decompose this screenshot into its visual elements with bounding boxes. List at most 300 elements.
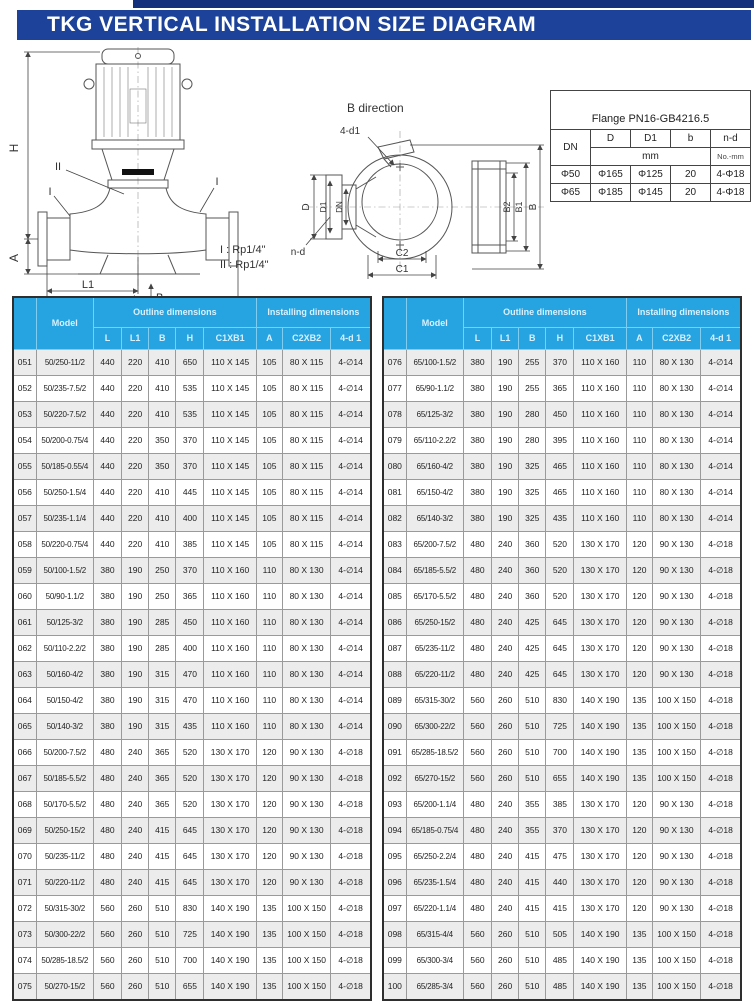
table-cell: 120 bbox=[626, 817, 652, 843]
table-cell: 65/170-5.5/2 bbox=[406, 583, 463, 609]
table-cell: 110 X 145 bbox=[204, 349, 256, 375]
table-cell: 50/110-2.2/2 bbox=[36, 635, 93, 661]
table-cell: 560 bbox=[93, 895, 121, 921]
table-cell: 255 bbox=[519, 349, 546, 375]
table-cell: 90 X 130 bbox=[652, 531, 700, 557]
table-cell: 240 bbox=[492, 869, 519, 895]
table-cell: 105 bbox=[256, 401, 282, 427]
header-a: A bbox=[256, 327, 282, 349]
table-cell: 285 bbox=[149, 609, 176, 635]
header-model: Model bbox=[406, 297, 463, 349]
table-cell: 415 bbox=[519, 843, 546, 869]
table-cell: 110 X 145 bbox=[204, 479, 256, 505]
table-cell: 061 bbox=[13, 609, 36, 635]
table-cell: 105 bbox=[256, 453, 282, 479]
table-cell: 485 bbox=[546, 947, 574, 973]
table-cell: 190 bbox=[122, 609, 149, 635]
table-cell: 260 bbox=[492, 713, 519, 739]
table-cell: Φ125 bbox=[631, 166, 671, 184]
table-cell: 110 X 160 bbox=[574, 505, 626, 531]
port-label-i-right: I bbox=[215, 176, 219, 188]
table-row bbox=[383, 531, 741, 557]
flange-col-d1: D1 bbox=[631, 130, 671, 148]
table-cell: 80 X 130 bbox=[652, 427, 700, 453]
table-row bbox=[13, 947, 371, 973]
table-cell: 90 X 130 bbox=[282, 817, 330, 843]
table-cell: 135 bbox=[256, 895, 282, 921]
table-cell: 370 bbox=[546, 349, 574, 375]
table-cell: 4-∅18 bbox=[701, 635, 741, 661]
table-cell: 65/150-4/2 bbox=[406, 479, 463, 505]
table-cell: 480 bbox=[463, 895, 491, 921]
table-cell: 4-∅18 bbox=[701, 531, 741, 557]
header-model: Model bbox=[36, 297, 93, 349]
table-cell: 415 bbox=[149, 869, 176, 895]
table-cell: 560 bbox=[463, 687, 491, 713]
header-4d1: 4-d 1 bbox=[331, 327, 371, 349]
table-cell: 135 bbox=[626, 765, 652, 791]
table-cell: 083 bbox=[383, 531, 406, 557]
b-view-title: B direction bbox=[347, 101, 404, 115]
table-cell: 360 bbox=[519, 557, 546, 583]
table-cell: 130 X 170 bbox=[574, 791, 626, 817]
table-cell: 440 bbox=[93, 479, 121, 505]
table-row bbox=[383, 739, 741, 765]
table-cell: 4-∅14 bbox=[331, 505, 371, 531]
table-cell: 240 bbox=[492, 557, 519, 583]
flange-col-nd: n-d bbox=[711, 130, 751, 148]
table-cell: Φ165 bbox=[591, 166, 631, 184]
table-row bbox=[383, 609, 741, 635]
table-cell: 130 X 170 bbox=[204, 869, 256, 895]
table-row bbox=[383, 765, 741, 791]
table-cell: 098 bbox=[383, 921, 406, 947]
table-cell: 190 bbox=[492, 349, 519, 375]
table-cell: 480 bbox=[463, 869, 491, 895]
table-cell: 240 bbox=[492, 609, 519, 635]
table-cell: 054 bbox=[13, 427, 36, 453]
table-cell: 100 X 150 bbox=[652, 713, 700, 739]
table-cell: 325 bbox=[519, 505, 546, 531]
table-cell: 440 bbox=[93, 349, 121, 375]
table-cell: 110 bbox=[626, 505, 652, 531]
table-cell: 087 bbox=[383, 635, 406, 661]
table-cell: 110 X 145 bbox=[204, 531, 256, 557]
table-cell: 440 bbox=[93, 531, 121, 557]
table-cell: 425 bbox=[519, 609, 546, 635]
table-cell: 325 bbox=[519, 479, 546, 505]
table-cell: 140 X 190 bbox=[574, 687, 626, 713]
header-a: A bbox=[626, 327, 652, 349]
table-cell: 510 bbox=[519, 921, 546, 947]
table-cell: 380 bbox=[93, 635, 121, 661]
table-row bbox=[383, 817, 741, 843]
table-cell: 80 X 130 bbox=[652, 479, 700, 505]
table-cell: 056 bbox=[13, 479, 36, 505]
table-row bbox=[383, 401, 741, 427]
table-cell: 50/90-1.1/2 bbox=[36, 583, 93, 609]
table-cell: 100 X 150 bbox=[282, 973, 330, 1000]
table-cell: 130 X 170 bbox=[574, 557, 626, 583]
table-cell: 380 bbox=[463, 427, 491, 453]
table-cell: 130 X 170 bbox=[574, 661, 626, 687]
table-row bbox=[383, 869, 741, 895]
table-cell: 4-∅14 bbox=[331, 635, 371, 661]
flange-table bbox=[550, 90, 751, 202]
spec-tables bbox=[12, 296, 742, 1001]
table-cell: 725 bbox=[546, 713, 574, 739]
table-cell: 053 bbox=[13, 401, 36, 427]
table-cell: 385 bbox=[546, 791, 574, 817]
header-b: B bbox=[519, 327, 546, 349]
table-cell: 380 bbox=[93, 557, 121, 583]
table-cell: 700 bbox=[546, 739, 574, 765]
table-cell: 325 bbox=[519, 453, 546, 479]
table-cell: 078 bbox=[383, 401, 406, 427]
table-cell: 400 bbox=[176, 635, 204, 661]
table-cell: 510 bbox=[149, 973, 176, 1000]
table-cell: 190 bbox=[122, 557, 149, 583]
table-cell: 075 bbox=[13, 973, 36, 1000]
table-cell: 081 bbox=[383, 479, 406, 505]
table-cell: 091 bbox=[383, 739, 406, 765]
table-cell: 80 X 130 bbox=[282, 609, 330, 635]
table-cell: 077 bbox=[383, 375, 406, 401]
table-cell: 190 bbox=[492, 375, 519, 401]
table-cell: 4-∅18 bbox=[701, 843, 741, 869]
table-cell: 140 X 190 bbox=[204, 947, 256, 973]
table-cell: 50/315-30/2 bbox=[36, 895, 93, 921]
table-cell: 260 bbox=[122, 921, 149, 947]
table-cell: 110 bbox=[256, 713, 282, 739]
table-cell: 100 X 150 bbox=[282, 947, 330, 973]
table-cell: 110 X 160 bbox=[574, 401, 626, 427]
spec-table-left bbox=[12, 296, 372, 1001]
table-cell: 465 bbox=[546, 453, 574, 479]
dim-label-c1: C1 bbox=[395, 264, 409, 275]
table-cell: 370 bbox=[176, 453, 204, 479]
table-cell: 4-∅18 bbox=[701, 791, 741, 817]
table-cell: 50/300-22/2 bbox=[36, 921, 93, 947]
table-cell: 560 bbox=[93, 947, 121, 973]
table-cell: 410 bbox=[149, 401, 176, 427]
table-cell: 082 bbox=[383, 505, 406, 531]
table-cell: 120 bbox=[256, 869, 282, 895]
table-cell: 90 X 130 bbox=[282, 765, 330, 791]
table-cell: 505 bbox=[546, 921, 574, 947]
table-cell: 50/220-7.5/2 bbox=[36, 401, 93, 427]
table-cell: 415 bbox=[149, 843, 176, 869]
table-cell: 4-∅14 bbox=[701, 349, 741, 375]
table-cell: 130 X 170 bbox=[204, 791, 256, 817]
header-install-group: Installing dimensions bbox=[626, 297, 741, 327]
table-cell: 135 bbox=[626, 739, 652, 765]
table-cell: 110 bbox=[256, 609, 282, 635]
table-cell: 90 X 130 bbox=[652, 557, 700, 583]
table-cell: 4-∅18 bbox=[701, 895, 741, 921]
dim-label-a: A bbox=[7, 253, 21, 263]
table-cell: 130 X 170 bbox=[204, 817, 256, 843]
header-l: L bbox=[93, 327, 121, 349]
table-cell: 110 bbox=[256, 687, 282, 713]
table-cell: 425 bbox=[519, 635, 546, 661]
table-cell: 089 bbox=[383, 687, 406, 713]
table-row bbox=[13, 479, 371, 505]
table-cell: 380 bbox=[463, 401, 491, 427]
table-cell: 560 bbox=[93, 973, 121, 1000]
table-cell: 90 X 130 bbox=[652, 869, 700, 895]
table-cell: 090 bbox=[383, 713, 406, 739]
port-label-i-left: I bbox=[48, 186, 52, 198]
table-cell: 65/100-1.5/2 bbox=[406, 349, 463, 375]
table-cell: 450 bbox=[176, 609, 204, 635]
table-cell: 058 bbox=[13, 531, 36, 557]
table-cell: 830 bbox=[176, 895, 204, 921]
table-cell: 435 bbox=[546, 505, 574, 531]
table-cell: 415 bbox=[519, 895, 546, 921]
table-cell: 510 bbox=[519, 687, 546, 713]
table-cell: 100 X 150 bbox=[652, 739, 700, 765]
table-cell: 90 X 130 bbox=[282, 843, 330, 869]
table-cell: 220 bbox=[122, 479, 149, 505]
table-cell: 120 bbox=[256, 765, 282, 791]
table-cell: 190 bbox=[122, 713, 149, 739]
table-cell: 4-∅18 bbox=[701, 661, 741, 687]
table-cell: 120 bbox=[626, 843, 652, 869]
table-cell: 110 X 160 bbox=[204, 635, 256, 661]
table-cell: 560 bbox=[93, 921, 121, 947]
table-row bbox=[13, 635, 371, 661]
table-cell: 110 bbox=[626, 375, 652, 401]
table-row bbox=[13, 505, 371, 531]
table-cell: 480 bbox=[463, 635, 491, 661]
table-row bbox=[13, 661, 371, 687]
table-cell: 410 bbox=[149, 349, 176, 375]
table-cell: 110 bbox=[626, 401, 652, 427]
table-cell: 440 bbox=[93, 505, 121, 531]
table-cell: 415 bbox=[519, 869, 546, 895]
table-cell: 370 bbox=[176, 557, 204, 583]
table-cell: 4-∅18 bbox=[701, 687, 741, 713]
table-cell: 140 X 190 bbox=[204, 921, 256, 947]
table-cell: 4-∅14 bbox=[331, 609, 371, 635]
table-cell: 480 bbox=[93, 843, 121, 869]
table-row bbox=[383, 661, 741, 687]
table-cell: 071 bbox=[13, 869, 36, 895]
table-cell: 069 bbox=[13, 817, 36, 843]
port-note-ii: II : Rp1/4" bbox=[220, 259, 269, 271]
table-cell: 410 bbox=[149, 531, 176, 557]
table-cell: 50/270-15/2 bbox=[36, 973, 93, 1000]
table-row bbox=[13, 349, 371, 375]
table-cell: 063 bbox=[13, 661, 36, 687]
table-cell: 520 bbox=[176, 791, 204, 817]
table-cell: 365 bbox=[546, 375, 574, 401]
spec-table-right bbox=[382, 296, 742, 1001]
table-cell: 4-∅14 bbox=[701, 479, 741, 505]
top-accent-strip bbox=[133, 0, 754, 8]
table-cell: 4-∅18 bbox=[331, 921, 371, 947]
table-row bbox=[13, 895, 371, 921]
table-cell: 135 bbox=[256, 973, 282, 1000]
table-cell: 120 bbox=[626, 635, 652, 661]
table-cell: 120 bbox=[626, 895, 652, 921]
table-cell: 4-∅18 bbox=[331, 817, 371, 843]
table-cell: 410 bbox=[149, 505, 176, 531]
table-cell: 130 X 170 bbox=[204, 739, 256, 765]
table-cell: 380 bbox=[93, 687, 121, 713]
table-cell: 110 bbox=[626, 427, 652, 453]
table-cell: 65/300-3/4 bbox=[406, 947, 463, 973]
table-cell: 65/200-1.1/4 bbox=[406, 791, 463, 817]
table-cell: Φ50 bbox=[551, 166, 591, 184]
table-row bbox=[13, 375, 371, 401]
header-4d1: 4-d 1 bbox=[701, 327, 741, 349]
table-cell: 190 bbox=[492, 427, 519, 453]
table-cell: 80 X 130 bbox=[282, 583, 330, 609]
table-cell: 4-∅18 bbox=[701, 583, 741, 609]
table-cell: 110 X 145 bbox=[204, 401, 256, 427]
table-cell: 110 X 160 bbox=[204, 661, 256, 687]
table-cell: 190 bbox=[492, 505, 519, 531]
table-cell: 110 X 160 bbox=[204, 713, 256, 739]
table-cell: 285 bbox=[149, 635, 176, 661]
table-cell: 120 bbox=[256, 739, 282, 765]
table-cell: 645 bbox=[546, 635, 574, 661]
table-cell: 65/270-15/2 bbox=[406, 765, 463, 791]
table-row bbox=[13, 765, 371, 791]
table-cell: 080 bbox=[383, 453, 406, 479]
table-cell: 80 X 115 bbox=[282, 427, 330, 453]
table-cell: 135 bbox=[626, 947, 652, 973]
table-cell: 105 bbox=[256, 505, 282, 531]
table-cell: 50/170-5.5/2 bbox=[36, 791, 93, 817]
table-cell: 65/315-30/2 bbox=[406, 687, 463, 713]
table-cell: 100 X 150 bbox=[282, 895, 330, 921]
table-cell: 190 bbox=[492, 479, 519, 505]
table-cell: 120 bbox=[626, 557, 652, 583]
table-cell: 480 bbox=[463, 531, 491, 557]
table-cell: 135 bbox=[626, 921, 652, 947]
table-cell: 105 bbox=[256, 375, 282, 401]
table-cell: 90 X 130 bbox=[652, 609, 700, 635]
table-cell: 50/220-0.75/4 bbox=[36, 531, 93, 557]
table-cell: 100 X 150 bbox=[652, 687, 700, 713]
table-cell: 65/285-18.5/2 bbox=[406, 739, 463, 765]
table-cell: 535 bbox=[176, 375, 204, 401]
table-row bbox=[13, 973, 371, 1000]
table-cell: 110 X 160 bbox=[204, 609, 256, 635]
table-cell: 80 X 115 bbox=[282, 505, 330, 531]
table-cell: 260 bbox=[492, 687, 519, 713]
header-no bbox=[383, 297, 406, 349]
table-row bbox=[13, 739, 371, 765]
table-cell: 380 bbox=[93, 583, 121, 609]
table-cell: 535 bbox=[176, 401, 204, 427]
table-cell: 240 bbox=[492, 661, 519, 687]
table-cell: 076 bbox=[383, 349, 406, 375]
table-cell: 650 bbox=[176, 349, 204, 375]
table-cell: 440 bbox=[93, 375, 121, 401]
table-cell: 520 bbox=[546, 531, 574, 557]
table-cell: 380 bbox=[463, 505, 491, 531]
table-row bbox=[551, 166, 751, 184]
table-cell: 560 bbox=[463, 921, 491, 947]
table-cell: 074 bbox=[13, 947, 36, 973]
table-cell: 4-∅18 bbox=[331, 843, 371, 869]
table-cell: 4-∅18 bbox=[701, 765, 741, 791]
pump-elevation-diagram bbox=[8, 44, 253, 294]
table-cell: 475 bbox=[546, 843, 574, 869]
table-cell: 240 bbox=[492, 791, 519, 817]
table-cell: 072 bbox=[13, 895, 36, 921]
table-row bbox=[13, 817, 371, 843]
table-cell: 070 bbox=[13, 843, 36, 869]
dim-label-b1: B1 bbox=[514, 201, 524, 213]
header-l1: L1 bbox=[122, 327, 149, 349]
table-cell: 480 bbox=[93, 817, 121, 843]
table-cell: 120 bbox=[626, 661, 652, 687]
port-note-i: I : Rp1/4" bbox=[220, 244, 266, 256]
table-cell: 80 X 130 bbox=[652, 453, 700, 479]
table-cell: 4-Φ18 bbox=[711, 166, 751, 184]
table-cell: 50/285-18.5/2 bbox=[36, 947, 93, 973]
table-cell: 140 X 190 bbox=[204, 895, 256, 921]
table-cell: 135 bbox=[256, 947, 282, 973]
table-row bbox=[383, 687, 741, 713]
table-cell: 80 X 130 bbox=[652, 505, 700, 531]
table-row bbox=[383, 453, 741, 479]
table-row bbox=[383, 713, 741, 739]
table-cell: 50/220-11/2 bbox=[36, 869, 93, 895]
table-cell: 4-∅14 bbox=[331, 583, 371, 609]
table-cell: 110 X 160 bbox=[574, 427, 626, 453]
table-cell: 190 bbox=[122, 635, 149, 661]
table-cell: 65/160-4/2 bbox=[406, 453, 463, 479]
table-cell: 240 bbox=[122, 739, 149, 765]
table-cell: 370 bbox=[546, 817, 574, 843]
table-cell: 240 bbox=[492, 895, 519, 921]
table-cell: 100 bbox=[383, 973, 406, 1000]
table-cell: 4-∅18 bbox=[331, 947, 371, 973]
header-c2xb2: C2XB2 bbox=[282, 327, 330, 349]
table-cell: 80 X 115 bbox=[282, 401, 330, 427]
dim-label-b: B bbox=[528, 203, 539, 211]
table-cell: 520 bbox=[546, 583, 574, 609]
table-cell: 260 bbox=[122, 895, 149, 921]
table-cell: 240 bbox=[492, 817, 519, 843]
table-cell: 4-∅14 bbox=[331, 453, 371, 479]
table-cell: 520 bbox=[546, 557, 574, 583]
table-cell: 65/200-7.5/2 bbox=[406, 531, 463, 557]
table-cell: 4-∅14 bbox=[331, 349, 371, 375]
table-cell: 90 X 130 bbox=[652, 661, 700, 687]
table-cell: 725 bbox=[176, 921, 204, 947]
table-cell: 4-∅14 bbox=[331, 531, 371, 557]
table-cell: 130 X 170 bbox=[574, 869, 626, 895]
table-cell: 140 X 190 bbox=[574, 739, 626, 765]
table-cell: 360 bbox=[519, 531, 546, 557]
table-cell: 560 bbox=[463, 765, 491, 791]
flange-unit-nd: No.-mm bbox=[711, 148, 751, 166]
table-cell: 440 bbox=[93, 453, 121, 479]
header-outline-group: Outline dimensions bbox=[93, 297, 256, 327]
table-cell: 066 bbox=[13, 739, 36, 765]
table-cell: 80 X 130 bbox=[282, 661, 330, 687]
table-cell: 105 bbox=[256, 427, 282, 453]
table-cell: 80 X 115 bbox=[282, 375, 330, 401]
table-cell: 80 X 130 bbox=[282, 713, 330, 739]
